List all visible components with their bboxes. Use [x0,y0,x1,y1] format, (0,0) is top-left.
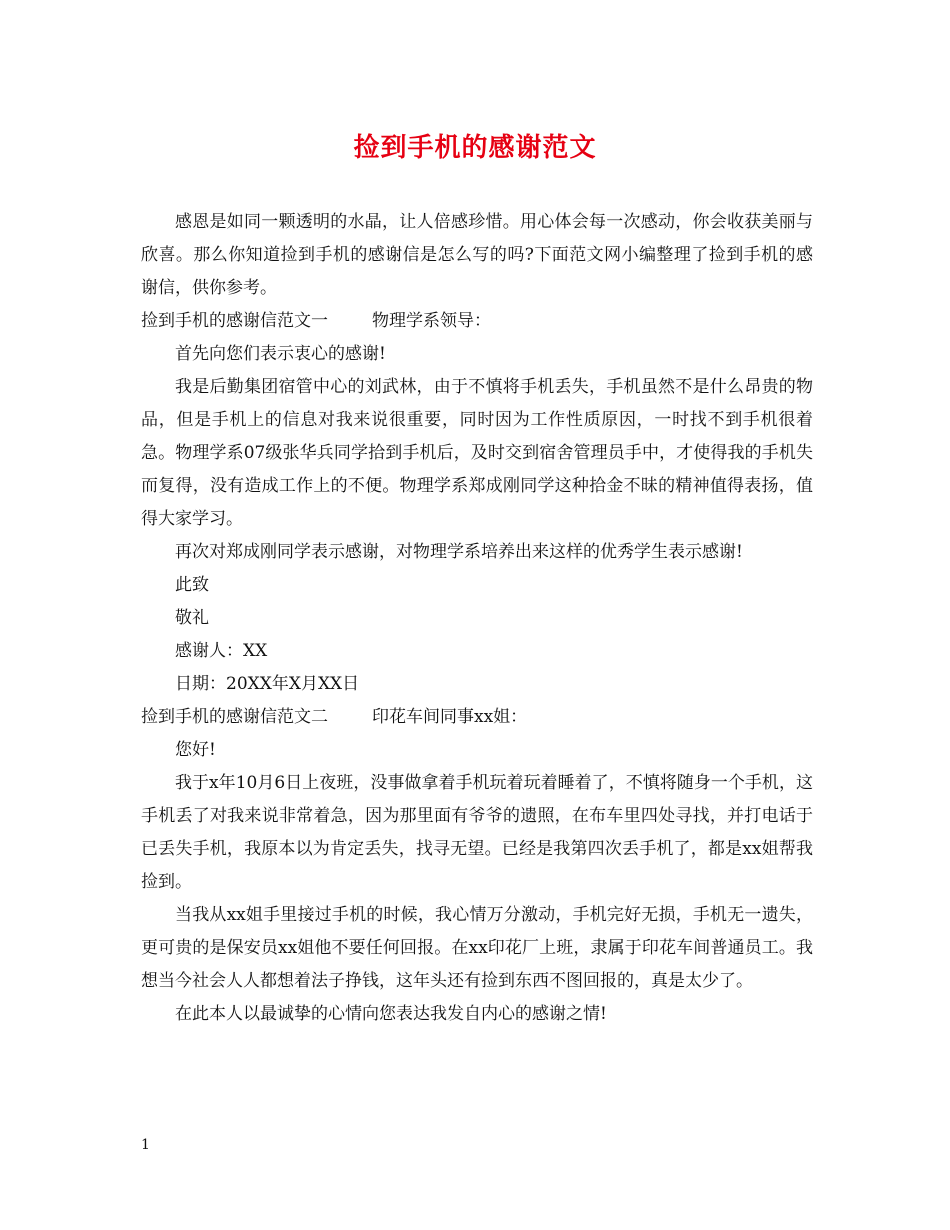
paragraph: 我是后勤集团宿管中心的刘武林，由于不慎将手机丢失，手机虽然不是什么昂贵的物品，但是手机上的信息对我来说很重要，同时因为工作性质原因，一时找不到手机很着急。物理学系07级张华兵同学拾到手机后，及时交到宿舍管理员手中，才使得我的手机失而复得，没有造成工作上的不便。物理学系郑成刚同学这种拾金不昧的精神值得表扬，值得大家学习。 [141,377,813,529]
paragraph: 此致 [175,575,209,595]
section-heading [141,305,813,338]
salutation: 物理学系领导： [372,311,491,331]
paragraph: 日期：20XX年X月XX日 [175,674,360,694]
document-title: 捡到手机的感谢范文 [353,133,597,163]
section-heading-title: 捡到手机的感谢信范文二 [141,707,328,727]
paragraph: 您好! [175,740,216,760]
paragraph: 在此本人以最诚挚的心情向您表达我发自内心的感谢之情! [175,1004,607,1024]
section-heading-title: 捡到手机的感谢信范文一 [141,311,328,331]
paragraph: 再次对郑成刚同学表示感谢，对物理学系培养出来这样的优秀学生表示感谢! [175,542,743,562]
paragraph: 我于x年10月6日上夜班，没事做拿着手机玩着玩着睡着了，不慎将随身一个手机，这手机丢了对我来说非常着急，因为那里面有爷爷的遗照，在布车里四处寻找，并打电话于已丢失手机，我原本以为肯定丢失，找寻无望。已经是我第四次丢手机了，都是xx姐帮我捡到。 [141,773,813,892]
paragraph: 首先向您们表示衷心的感谢! [175,344,386,364]
paragraph: 当我从xx姐手里接过手机的时候，我心情万分激动，手机完好无损，手机无一遗失，更可贵的是保安员xx姐他不要任何回报。在xx印花厂上班，隶属于印花车间普通员工。我想当今社会人人都想着法子挣钱，这年头还有捡到东西不图回报的，真是太少了。 [141,905,813,991]
paragraph: 敬礼 [175,608,209,628]
section-heading [141,701,813,734]
page-number: 1 [141,1137,150,1153]
paragraph: 感谢人：XX [175,641,268,661]
paragraph: 感恩是如同一颗透明的水晶，让人倍感珍惜。用心体会每一次感动，你会收获美丽与欣喜。那么你知道捡到手机的感谢信是怎么写的吗?下面范文网小编整理了捡到手机的感谢信，供你参考。 [141,212,813,298]
salutation: 印花车间同事xx姐： [372,707,528,727]
document-body [141,206,813,1031]
